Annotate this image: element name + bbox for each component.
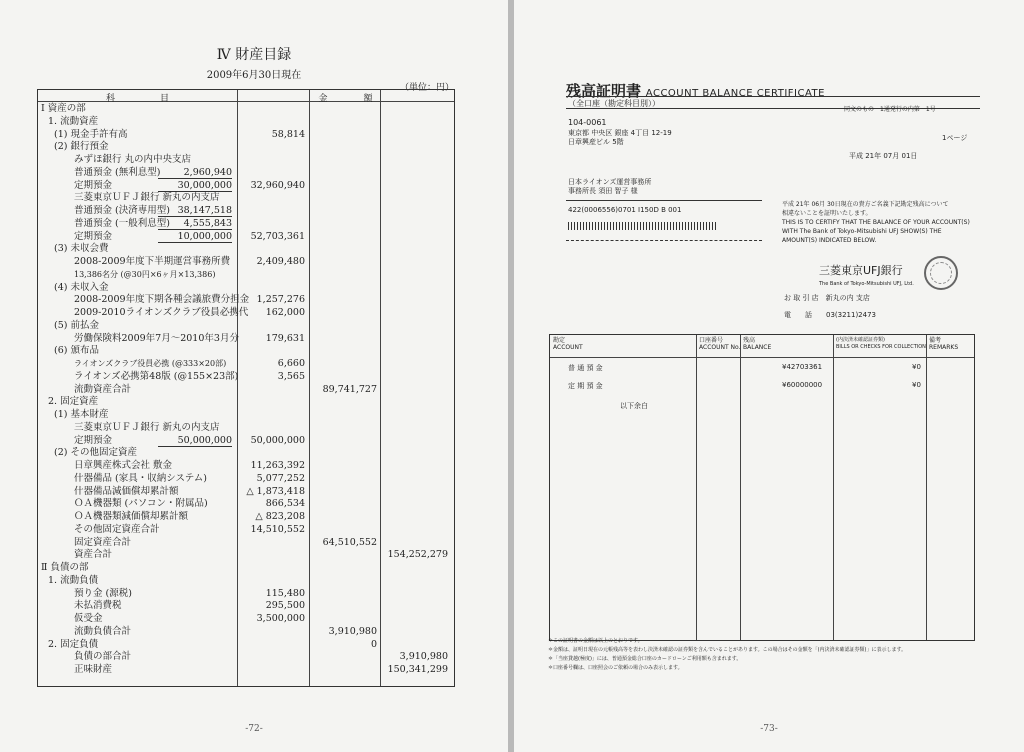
page-number: -72-	[245, 724, 263, 734]
row-label: (1) 基本財産	[54, 409, 109, 420]
row-label: 普通預金 (無利息型)	[74, 166, 161, 178]
row-amount: 150,341,299	[387, 664, 448, 675]
account-name: 普 通 預 金	[568, 364, 603, 372]
row-label: 資産合計	[74, 549, 113, 561]
header-remarks: 備考 REMARKS	[929, 337, 959, 351]
postal-code: 104-0061	[568, 118, 607, 127]
recipient-org: 日本ライオンズ運営事務所	[568, 178, 652, 186]
row-label: 普通預金 (一般利息型)	[74, 217, 170, 229]
footnote: ＊「当座貸越(極度)」には、普通預金総合口座のカードローンご利用額も含まれます。	[548, 656, 742, 662]
header-bills: (内決済未確認証券類) BILLS OR CHECKS FOR COLLECTION	[836, 337, 926, 350]
row-label: 流動負債合計	[74, 625, 132, 637]
account-balance: ¥42703361	[782, 363, 823, 371]
row-amount: 52,703,361	[250, 230, 305, 242]
row-amount: 295,500	[265, 600, 305, 612]
address-line-1: 東京都 中央区 銀座 4丁目 12-19	[568, 129, 672, 137]
balance-table	[549, 334, 975, 641]
row-label: (5) 前払金	[54, 319, 99, 331]
row-label: みずほ銀行 丸の内中央支店	[74, 154, 192, 165]
row-amount: 179,631	[265, 332, 305, 344]
row-label: 三菱東京ＵＦＪ銀行 新丸の内支店	[74, 192, 220, 204]
row-amount: 866,534	[265, 498, 305, 510]
row-label: 定期預金	[74, 230, 113, 242]
row-label: 固定資産合計	[74, 536, 132, 548]
row-subamount: 38,147,518	[158, 205, 232, 217]
row-amount: 11,263,392	[250, 460, 305, 471]
certificate-title-en: ACCOUNT BALANCE CERTIFICATE	[645, 88, 825, 99]
row-amount: 3,565	[277, 370, 305, 382]
row-label: 1. 流動負債	[48, 574, 99, 586]
bills-amount: ¥0	[912, 363, 921, 371]
bills-amount: ¥0	[912, 381, 921, 389]
unit-label: （単位：円）	[400, 83, 455, 93]
account-balance: ¥60000000	[782, 381, 823, 389]
property-inventory-table	[37, 89, 455, 687]
row-amount: 89,741,727	[322, 383, 377, 395]
row-label: 流動資産合計	[74, 383, 132, 395]
header-amount: 金 額	[318, 94, 373, 104]
row-label: (1) 現金手許有高	[54, 128, 128, 140]
left-page	[0, 0, 508, 752]
row-label: 13,386名分 (@30円×6ヶ月×13,386)	[74, 269, 216, 279]
row-label: 2. 固定負債	[48, 638, 99, 650]
row-subamount: 2,960,940	[158, 167, 232, 179]
row-label: 日章興産株式会社 敷金	[74, 460, 173, 471]
account-name: 定 期 預 金	[568, 382, 603, 390]
page-title: Ⅳ 財産目録	[216, 47, 292, 63]
row-label: ＯＡ機器類減価償却累計額	[74, 511, 189, 522]
row-subamount: 4,555,843	[158, 218, 232, 230]
row-label: 定期預金	[74, 434, 113, 446]
right-page	[514, 0, 1024, 752]
bank-seal-stamp	[924, 256, 958, 290]
row-label: 正味財産	[74, 664, 113, 675]
row-label: 負債の部合計	[74, 651, 132, 663]
row-amount: 115,480	[265, 587, 305, 599]
end-note: 以下余白	[620, 402, 648, 410]
cert-line-4: WITH The Bank of Tokyo-Mitsubishi UFJ SHOW(S) THE	[782, 228, 942, 235]
cert-line-1: 平成 21年 06月 30日現在の貴方ご名義下記勘定残高について	[782, 201, 949, 208]
barcode-code: 422(0006556)0701 I150D B 001	[568, 206, 682, 214]
row-label: 2009-2010ライオンズクラブ役員必携代	[74, 307, 249, 318]
row-label: 預り金 (源税)	[74, 587, 132, 599]
phone: 電 話 03(3211)2473	[784, 311, 876, 319]
row-label: Ⅰ 資産の部	[41, 103, 86, 114]
row-amount: △ 1,873,418	[246, 485, 305, 497]
row-amount: 5,077,252	[256, 472, 305, 484]
row-amount: 0	[370, 638, 377, 650]
issue-count: 同文のもの 1通発行の内第 1号	[844, 106, 936, 113]
row-label: ライオンズクラブ役員必携 (@333×20部)	[74, 359, 227, 368]
row-label: Ⅱ 負債の部	[41, 562, 89, 573]
row-subamount: 10,000,000	[158, 231, 232, 243]
footnotes	[548, 637, 906, 673]
row-label: ＯＡ機器類 (パソコン・附属品)	[74, 498, 208, 510]
row-label: 什器備品減価償却累計額	[74, 485, 179, 497]
row-label: (2) 銀行預金	[54, 141, 109, 153]
row-label: 三菱東京ＵＦＪ銀行 新丸の内支店	[74, 421, 220, 433]
row-amount: 3,910,980	[328, 625, 377, 637]
row-label: ライオンズ必携第48版 (@155×23部)	[74, 370, 239, 382]
row-amount: △ 823,208	[255, 511, 305, 522]
page-number: -73-	[760, 724, 778, 734]
row-amount: 154,252,279	[387, 549, 448, 561]
header-account: 勘定 ACCOUNT	[553, 337, 583, 351]
row-label: 普通預金 (決済専用型)	[74, 205, 170, 216]
page-info: 1ページ	[942, 134, 968, 142]
footnote: ＊金額は、証明日現在の元帳残高等を表わし決済未確認の証券類を含んでいることがあります。この場合はその金額を「(内決済未確認証券類)」に表示します。	[548, 647, 907, 653]
footnote: ＊この証明書の金額は以上のとおりです。	[548, 638, 643, 644]
row-amount: 3,500,000	[256, 613, 305, 624]
row-amount: 1,257,276	[256, 294, 305, 306]
row-amount: 6,660	[277, 358, 305, 369]
row-amount: 58,814	[271, 128, 305, 140]
footnote: ＊口座番号欄は、口座照会のご依頼の場合のみ表示します。	[548, 665, 683, 671]
recipient-name: 事務所長 須田 智子 様	[568, 187, 638, 195]
address-line-2: 日章興産ビル 5階	[568, 138, 624, 146]
bank-name-en: The Bank of Tokyo-Mitsubishi UFJ, Ltd.	[819, 281, 914, 287]
row-amount: 64,510,552	[322, 536, 377, 548]
row-amount: 32,960,940	[250, 179, 305, 191]
header-account-no: 口座番号 ACCOUNT No.	[699, 337, 741, 351]
header-subject: 科 目	[105, 94, 169, 104]
row-subamount: 50,000,000	[158, 435, 232, 447]
row-label: その他固定資産合計	[74, 523, 160, 535]
row-amount: 50,000,000	[250, 434, 305, 446]
row-label: 什器備品 (家具・収納システム)	[74, 472, 207, 484]
cert-line-2: 相違ないことを証明いたします。	[782, 210, 872, 217]
branch: お 取 引 店 新丸の内 支店	[784, 294, 870, 302]
statement-date: 2009年6月30日現在	[206, 70, 302, 81]
row-label: 仮受金	[74, 613, 103, 624]
row-label: 2008-2009年度下期各種会議旅費分担金	[74, 294, 250, 306]
row-label: 定期預金	[74, 179, 113, 191]
barcode	[568, 222, 718, 230]
row-label: 1. 流動資産	[48, 115, 99, 127]
issue-date: 平成 21年 07月 01日	[849, 152, 918, 160]
row-amount: 162,000	[265, 307, 305, 318]
bank-name: 三菱東京UFJ銀行	[819, 264, 903, 277]
row-label: 2. 固定資産	[48, 396, 99, 408]
row-label: (4) 未収入金	[54, 281, 109, 293]
row-amount: 14,510,552	[250, 523, 305, 535]
header-balance: 残高 BALANCE	[743, 337, 772, 351]
row-amount: 3,910,980	[399, 651, 448, 663]
row-subamount: 30,000,000	[158, 180, 232, 192]
certificate-subtitle: （全口座（勘定科目別））	[568, 99, 660, 108]
cert-line-3: THIS IS TO CERTIFY THAT THE BALANCE OF YOUR ACCOUNT(S)	[782, 219, 970, 226]
row-label: 2008-2009年度下半期運営事務所費	[74, 256, 231, 267]
row-label: (3) 未収会費	[54, 243, 109, 255]
row-label: (2) その他固定資産	[54, 447, 137, 459]
row-label: (6) 頒布品	[54, 345, 99, 357]
row-label: 労働保険料2009年7月～2010年3月分	[74, 332, 239, 344]
cert-line-5: AMOUNT(S) INDICATED BELOW.	[782, 237, 877, 244]
row-amount: 2,409,480	[256, 256, 305, 267]
row-label: 未払消費税	[74, 600, 122, 612]
certificate-title-jp: 残高証明書	[566, 82, 642, 100]
